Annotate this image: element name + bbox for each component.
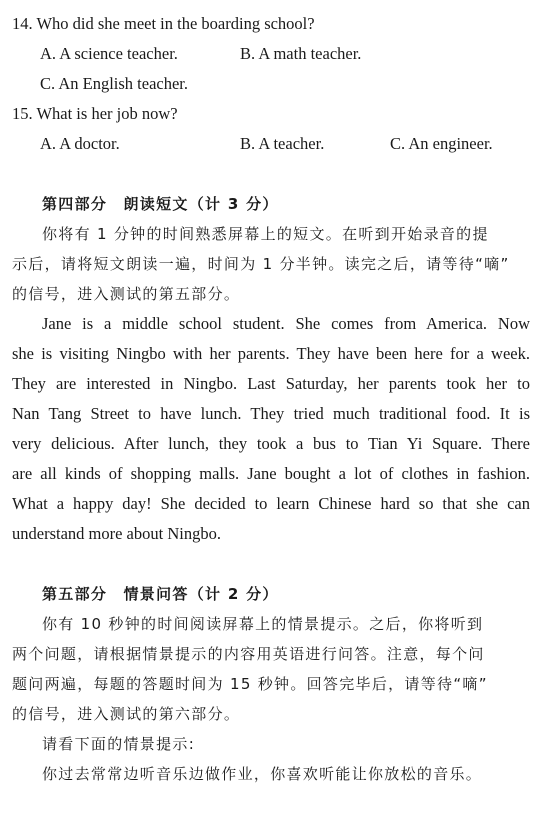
part4-instruction-line: 你将有 1 分钟的时间熟悉屏幕上的短文。在听到开始录音的提 (42, 225, 489, 243)
q15-option-b: B. A teacher. (240, 134, 325, 153)
passage-line: very delicious. After lunch, they took a bus to Tian Yi Square. There (12, 434, 530, 453)
part4-heading: 第四部分 朗读短文（计 3 分） (42, 195, 279, 213)
passage-line: are all kinds of shopping malls. Jane bought a lot of clothes in fashion. (12, 464, 530, 483)
passage-line: They are interested in Ningbo. Last Saturday, her parents took her to (12, 374, 530, 393)
passage-line: Nan Tang Street to have lunch. They tried much traditional food. It is (12, 404, 530, 423)
part5-prompt-text: 你过去常常边听音乐边做作业，你喜欢听能让你放松的音乐。 (42, 765, 483, 783)
passage-line: she is visiting Ningbo with her parents. They have been here for a week. (12, 344, 530, 363)
passage-line: Jane is a middle school student. She comes from America. Now (42, 314, 530, 333)
part5-heading: 第五部分 情景问答（计 2 分） (42, 585, 279, 603)
part5-instruction-line: 两个问题，请根据情景提示的内容用英语进行问答。注意，每个问 (12, 645, 485, 663)
part5-instruction-line: 你有 10 秒钟的时间阅读屏幕上的情景提示。之后，你将听到 (42, 615, 484, 633)
q14-option-b: B. A math teacher. (240, 44, 362, 63)
passage-line: What a happy day! She decided to learn Chinese hard so that she can (12, 494, 530, 513)
part5-prompt-label: 请看下面的情景提示: (42, 735, 196, 753)
q15-option-a: A. A doctor. (40, 134, 120, 153)
question-14: 14. Who did she meet in the boarding school? (12, 14, 315, 33)
q14-option-c: C. An English teacher. (40, 74, 189, 93)
part4-instruction-line: 的信号，进入测试的第五部分。 (12, 285, 241, 303)
part4-instruction-line: 示后，请将短文朗读一遍，时间为 1 分半钟。读完之后，请等待“嘀” (12, 255, 510, 273)
part5-instruction-line: 的信号，进入测试的第六部分。 (12, 705, 241, 723)
passage-line: understand more about Ningbo. (12, 524, 221, 543)
q14-option-a: A. A science teacher. (40, 44, 178, 63)
q15-option-c: C. An engineer. (390, 134, 493, 153)
part5-instruction-line: 题问两遍，每题的答题时间为 15 秒钟。回答完毕后，请等待“嘀” (12, 675, 488, 693)
question-15: 15. What is her job now? (12, 104, 178, 123)
